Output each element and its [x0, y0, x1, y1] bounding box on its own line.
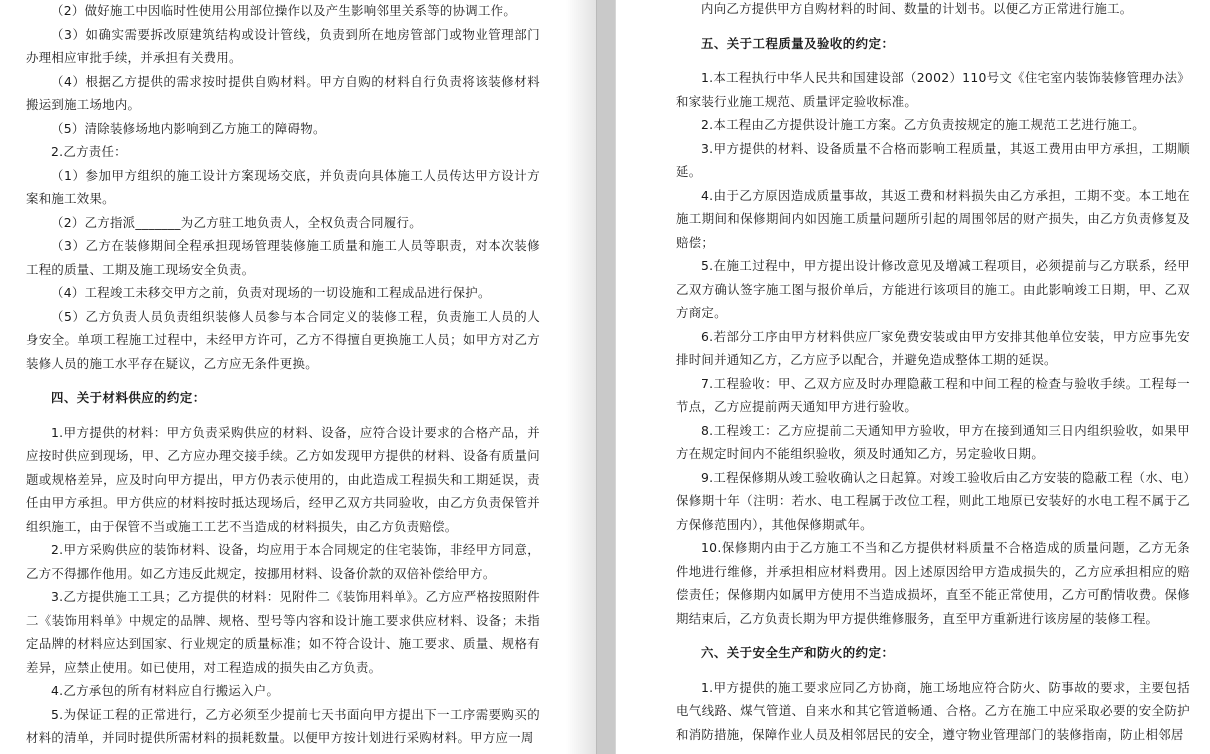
paragraph: （4）根据乙方提供的需求按时提供自购材料。甲方自购的材料自行负责将该装修材料搬运到施工场地内。: [26, 73, 540, 112]
page-right: [616, 0, 1210, 754]
page-gutter: [596, 0, 616, 754]
page-left: [0, 0, 566, 754]
paragraph: （5）清除装修场地内影响到乙方施工的障碍物。: [51, 120, 326, 136]
paragraph: 6.若部分工序由甲方材料供应厂家免费安装或由甲方安排其他单位安装，甲方应事先安排时间并通知乙方，乙方应予以配合，并避免造成整体工期的延误。: [676, 328, 1190, 367]
paragraph: 2.乙方责任：: [51, 144, 127, 159]
page-left-content: [26, 0, 540, 750]
page-gutter-shadow: [566, 0, 596, 754]
paragraph: （4）工程竣工未移交甲方之前，负责对现场的一切设施和工程成品进行保护。: [51, 285, 491, 300]
paragraph: 4.由于乙方原因造成质量事故，其返工费和材料损失由乙方承担，工期不变。本工地在施工期间和保修期间内如因施工质量问题所引起的周围邻居的财产损失，由乙方负责修复及赔偿；: [676, 187, 1190, 250]
paragraph: 3.甲方提供的材料、设备质量不合格而影响工程质量，其返工费用由甲方承担，工期顺延。: [676, 140, 1190, 179]
paragraph: （3）乙方在装修期间全程承担现场管理装修施工质量和施工人员等职责，对本次装修工程的质量、工期及施工现场安全负责。: [26, 238, 540, 277]
section-heading-quality: 五、关于工程质量及验收的约定：: [701, 35, 895, 51]
paragraph: 1.甲方提供的施工要求应同乙方协商，施工场地应符合防火、防事故的要求，主要包括电气线路、煤气管道、自来水和其它管道畅通、合格。乙方在施工中应采取必要的安全防护和消防措施，保障作业人员及相邻居民的安全，遵守物业管理部门的装修指南，防止相邻居: [676, 679, 1190, 742]
paragraph: 10.保修期内由于乙方施工不当和乙方提供材料质量不合格造成的质量问题，乙方无条件地进行维修，并承担相应材料费用。因上述原因给甲方造成损失的，乙方应承担相应的赔偿责任；保修期内如属甲方使用不当造成损坏，直至不能正常使用，乙方可酌情收费。保修期结束后，乙方负责长期为甲方提供维修服务，直至甲方重新进行该房屋的装修工程。: [676, 540, 1190, 626]
paragraph: 9.工程保修期从竣工验收确认之日起算。对竣工验收后由乙方安装的隐蔽工程（水、电）保修期十年（注明：若水、电工程属于改位工程，则此工地原已安装好的水电工程不属于乙方保修范围内），其他保修期贰年。: [676, 469, 1190, 532]
paragraph: （3）如确实需要拆改原建筑结构或设计管线，负责到所在地房管部门或物业管理部门办理相应审批手续，并承担有关费用。: [26, 26, 540, 65]
paragraph: 内向乙方提供甲方自购材料的时间、数量的计划书。以便乙方正常进行施工。: [701, 1, 1133, 16]
paragraph: 1.甲方提供的材料：甲方负责采购供应的材料、设备，应符合设计要求的合格产品，并应按时供应到现场，甲、乙方应办理交接手续。乙方如发现甲方提供的材料、设备有质量问题或规格差异，应及时向甲方提出，甲方仍表示使用的，由此造成工程损失和工期延误，责任由甲方承担。甲方供应的材料按时抵达现场后，经甲乙双方共同验收，由乙方负责保管并组织施工，由于保管不当或施工工艺不当造成的材料损失，由乙方负责赔偿。: [26, 424, 540, 534]
paragraph: （2）做好施工中因临时性使用公用部位操作以及产生影响邻里关系等的协调工作。: [51, 3, 517, 18]
paragraph: （5）乙方负责人员负责组织装修人员参与本合同定义的装修工程，负责施工人员的人身安全。单项工程施工过程中，未经甲方许可，乙方不得擅自更换施工人员；如甲方对乙方装修人员的施工水平存在疑议，乙方应无条件更换。: [26, 308, 540, 371]
paragraph: 2.本工程由乙方提供设计施工方案。乙方负责按规定的施工规范工艺进行施工。: [701, 117, 1145, 132]
paragraph: 1.本工程执行中华人民共和国建设部（2002）110号文《住宅室内装饰装修管理办法》和家装行业施工规范、质量评定验收标准。: [676, 70, 1190, 109]
paragraph: 5.在施工过程中，甲方提出设计修改意见及增减工程项目，必须提前与乙方联系，经甲乙双方确认签字施工图与报价单后，方能进行该项目的施工。由此影响竣工日期，甲、乙双方商定。: [676, 258, 1190, 320]
paragraph: （2）乙方指派_______为乙方驻工地负责人，全权负责合同履行。: [51, 214, 422, 230]
paragraph: 4.乙方承包的所有材料应自行搬运入户。: [51, 683, 280, 698]
section-heading-materials: 四、关于材料供应的约定：: [51, 390, 206, 405]
section-heading-safety: 六、关于安全生产和防火的约定：: [701, 645, 895, 660]
paragraph: （1）参加甲方组织的施工设计方案现场交底，并负责向具体施工人员传达甲方设计方案和施工效果。: [26, 167, 540, 206]
paragraph: 3.乙方提供施工工具；乙方提供的材料：见附件二《装饰用料单》。乙方应严格按照附件二《装饰用料单》中规定的品牌、规格、型号等内容和设计施工要求供应材料、设备；未指定品牌的材料应达到国家、行业规定的质量标准；如不符合设计、施工要求、质量、规格有差异，应禁止使用。如已使用，对工程造成的损失由乙方负责。: [26, 589, 540, 675]
paragraph: 7.工程验收：甲、乙双方应及时办理隐蔽工程和中间工程的检查与验收手续。工程每一节点，乙方应提前两天通知甲方进行验收。: [676, 375, 1190, 414]
paragraph: 8.工程竣工：乙方应提前二天通知甲方验收，甲方在接到通知三日内组织验收，如果甲方在规定时间内不能组织验收，须及时通知乙方，另定验收日期。: [676, 422, 1190, 461]
paragraph: 5.为保证工程的正常进行，乙方必须至少提前七天书面向甲方提出下一工序需要购买的材料的清单，并同时提供所需材料的损耗数量。以便甲方按计划进行采购材料。甲方应一周: [26, 706, 540, 745]
page-right-content: [676, 0, 1190, 746]
paragraph: 2.甲方采购供应的装饰材料、设备，均应用于本合同规定的住宅装饰，非经甲方同意，乙方不得挪作他用。如乙方违反此规定，按挪用材料、设备价款的双倍补偿给甲方。: [26, 542, 540, 581]
